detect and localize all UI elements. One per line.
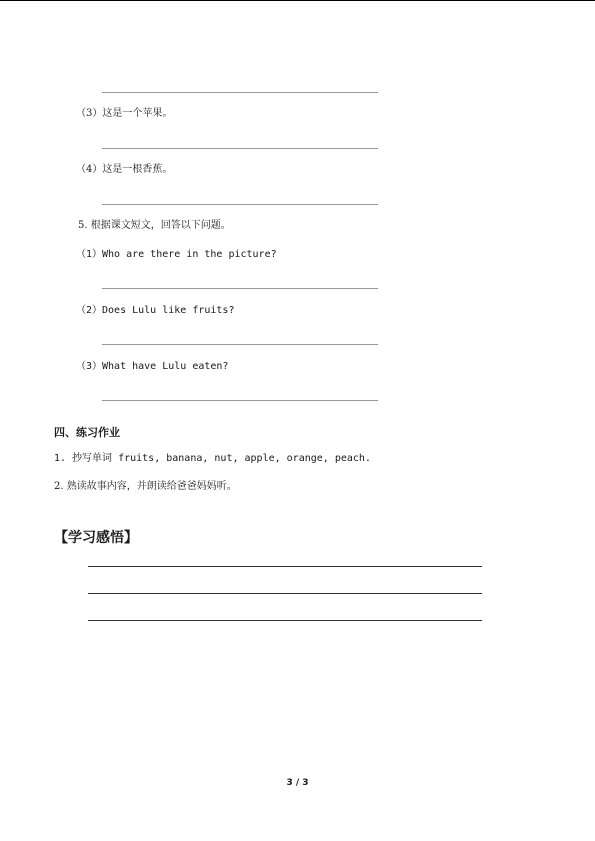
answer-line-5-3[interactable]: [102, 400, 378, 401]
reflection-line-1[interactable]: [88, 566, 482, 567]
answer-line-5-2[interactable]: [102, 344, 378, 345]
question-5-1: （1）Who are there in the picture?: [76, 249, 277, 260]
page-number: 3 / 3: [286, 778, 309, 788]
answer-line-5-1[interactable]: [102, 288, 378, 289]
question-5-3: （3）What have Lulu eaten?: [76, 361, 229, 372]
homework-item-1: 1. 抄写单词 fruits, banana, nut, apple, orange, peach.: [54, 453, 371, 464]
answer-line[interactable]: [102, 92, 378, 93]
homework-item-2: 2. 熟读故事内容，并朗读给爸爸妈妈听。: [54, 481, 237, 492]
reflection-line-2[interactable]: [88, 593, 482, 594]
page-top-rule: [0, 0, 595, 1]
question-3-prompt: （3）这是一个苹果。: [76, 108, 173, 119]
answer-line-4[interactable]: [102, 204, 378, 205]
homework-heading: 四、练习作业: [54, 426, 120, 439]
reflection-heading: 【学习感悟】: [54, 530, 138, 546]
question-4-prompt: （4）这是一根香蕉。: [76, 164, 173, 175]
reflection-line-3[interactable]: [88, 620, 482, 621]
question-5-title: 5. 根据课文短文，回答以下问题。: [78, 220, 231, 231]
question-5-2: （2）Does Lulu like fruits?: [76, 305, 235, 316]
answer-line-3[interactable]: [102, 148, 378, 149]
